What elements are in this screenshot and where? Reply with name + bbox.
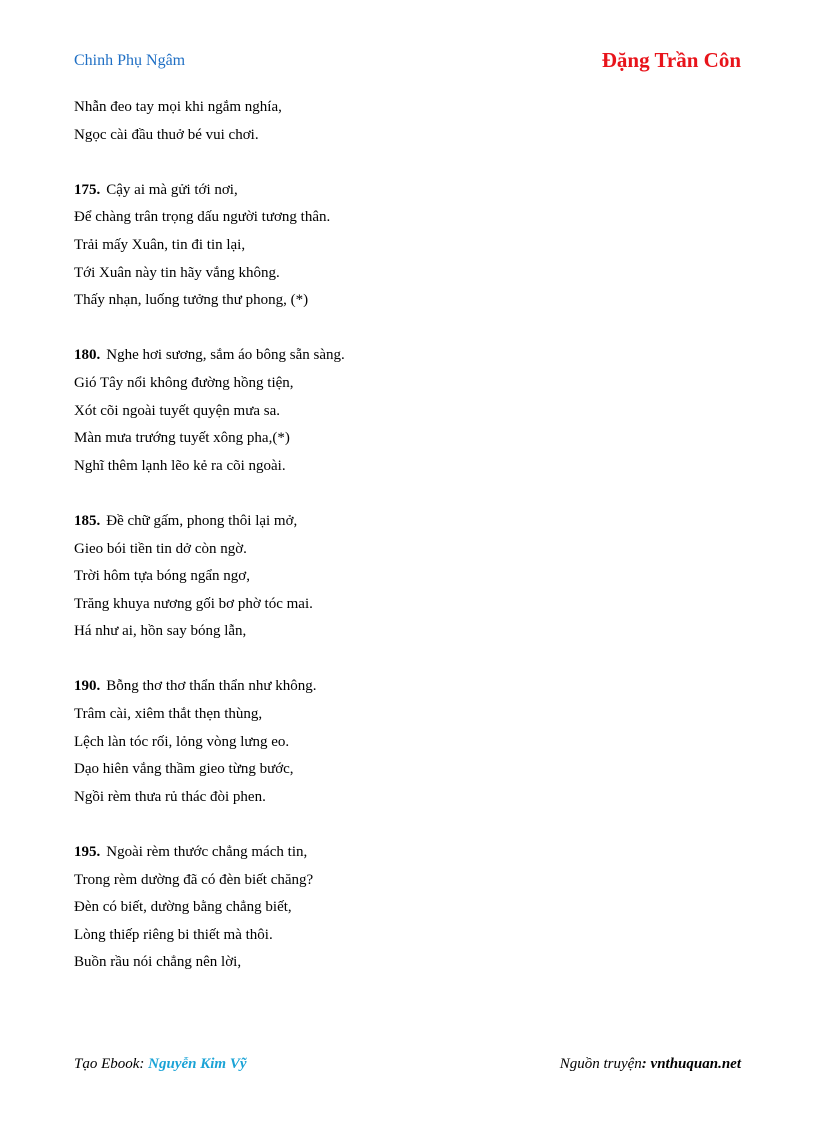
poem-line: Dạo hiên vắng thầm gieo từng bước,: [74, 761, 294, 778]
poem-line: Nhẫn đeo tay mọi khi ngắm nghía,: [74, 99, 282, 115]
source-site-link[interactable]: vnthuquan.net: [650, 1056, 741, 1072]
poem-line: Ngọc cài đầu thuở bé vui chơi.: [74, 126, 259, 143]
poem-line: Thấy nhạn, luống tưởng thư phong, (*): [74, 292, 309, 309]
poem-line: Ngồi rèm thưa rủ thác đòi phen.: [74, 788, 266, 805]
author-name: Đặng Trần Côn: [601, 48, 741, 72]
poem-line: Trong rèm dường đã có đèn biết chăng?: [74, 871, 314, 888]
line-number: 180.: [74, 347, 101, 364]
ebook-author-link[interactable]: Nguyễn Kim Vỹ: [148, 1056, 247, 1072]
stanza: [74, 342, 734, 480]
ebook-credit: [74, 1056, 247, 1073]
poem-line: Trời hôm tựa bóng ngẩn ngơ,: [74, 568, 250, 585]
poem-line: [74, 839, 734, 867]
poem-line-text: Đề chữ gấm, phong thôi lại mở,: [106, 512, 298, 529]
source-credit: [560, 1056, 741, 1073]
stanza: [74, 673, 734, 811]
poem-line: Lòng thiếp riêng bi thiết mà thôi.: [74, 926, 273, 943]
ebook-separator: :: [139, 1056, 149, 1072]
poem-line: Lệch làn tóc rối, lỏng vòng lưng eo.: [74, 733, 290, 750]
poem-line-text: Cậy ai mà gửi tới nơi,: [106, 181, 238, 198]
poem-line: Gió Tây nổi không đường hồng tiện,: [74, 374, 294, 391]
line-number: 195.: [74, 844, 101, 861]
poem-body: [74, 94, 734, 1005]
poem-line: Đèn có biết, dường bằng chẳng biết,: [74, 899, 292, 916]
line-number: 190.: [74, 678, 101, 695]
line-number: 185.: [74, 512, 101, 529]
poem-line: Để chàng trân trọng dấu người tương thân.: [74, 209, 331, 226]
poem-line-text: Ngoài rèm thước chẳng mách tin,: [106, 844, 308, 861]
stanza: [74, 177, 734, 315]
line-number: 175.: [74, 181, 101, 198]
poem-line: Màn mưa trướng tuyết xông pha,(*): [74, 430, 290, 447]
stanza: [74, 839, 734, 977]
stanza: [74, 94, 734, 149]
poem-line-text: Nghe hơi sương, sắm áo bông sẵn sàng.: [106, 347, 345, 364]
source-separator: :: [641, 1056, 651, 1072]
poem-line: Há như ai, hồn say bóng lẫn,: [74, 623, 247, 640]
poem-line: Trăng khuya nương gối bơ phờ tóc mai.: [74, 595, 313, 612]
poem-line: [74, 673, 734, 701]
poem-line: [74, 177, 734, 205]
stanza: [74, 508, 734, 646]
book-title: Chinh Phụ Ngâm: [74, 52, 186, 69]
poem-line: Tới Xuân này tin hãy vắng không.: [74, 264, 280, 281]
poem-line: Trải mấy Xuân, tin đi tin lại,: [74, 236, 246, 253]
poem-line: Gieo bói tiền tin dở còn ngờ.: [74, 540, 247, 557]
poem-line: Buồn rầu nói chẳng nên lời,: [74, 954, 242, 971]
poem-line: [74, 342, 734, 370]
source-label: Nguồn truyện: [559, 1056, 642, 1072]
poem-line: Nghĩ thêm lạnh lẽo kẻ ra cõi ngoài.: [74, 457, 286, 474]
poem-line-text: Bỗng thơ thơ thẩn thẩn như không.: [106, 678, 317, 695]
poem-line: Xót cõi ngoài tuyết quyện mưa sa.: [74, 402, 281, 419]
ebook-label: Tạo Ebook: [74, 1056, 140, 1072]
poem-line: Trâm cài, xiêm thắt thẹn thùng,: [74, 706, 263, 723]
poem-line: [74, 508, 734, 536]
